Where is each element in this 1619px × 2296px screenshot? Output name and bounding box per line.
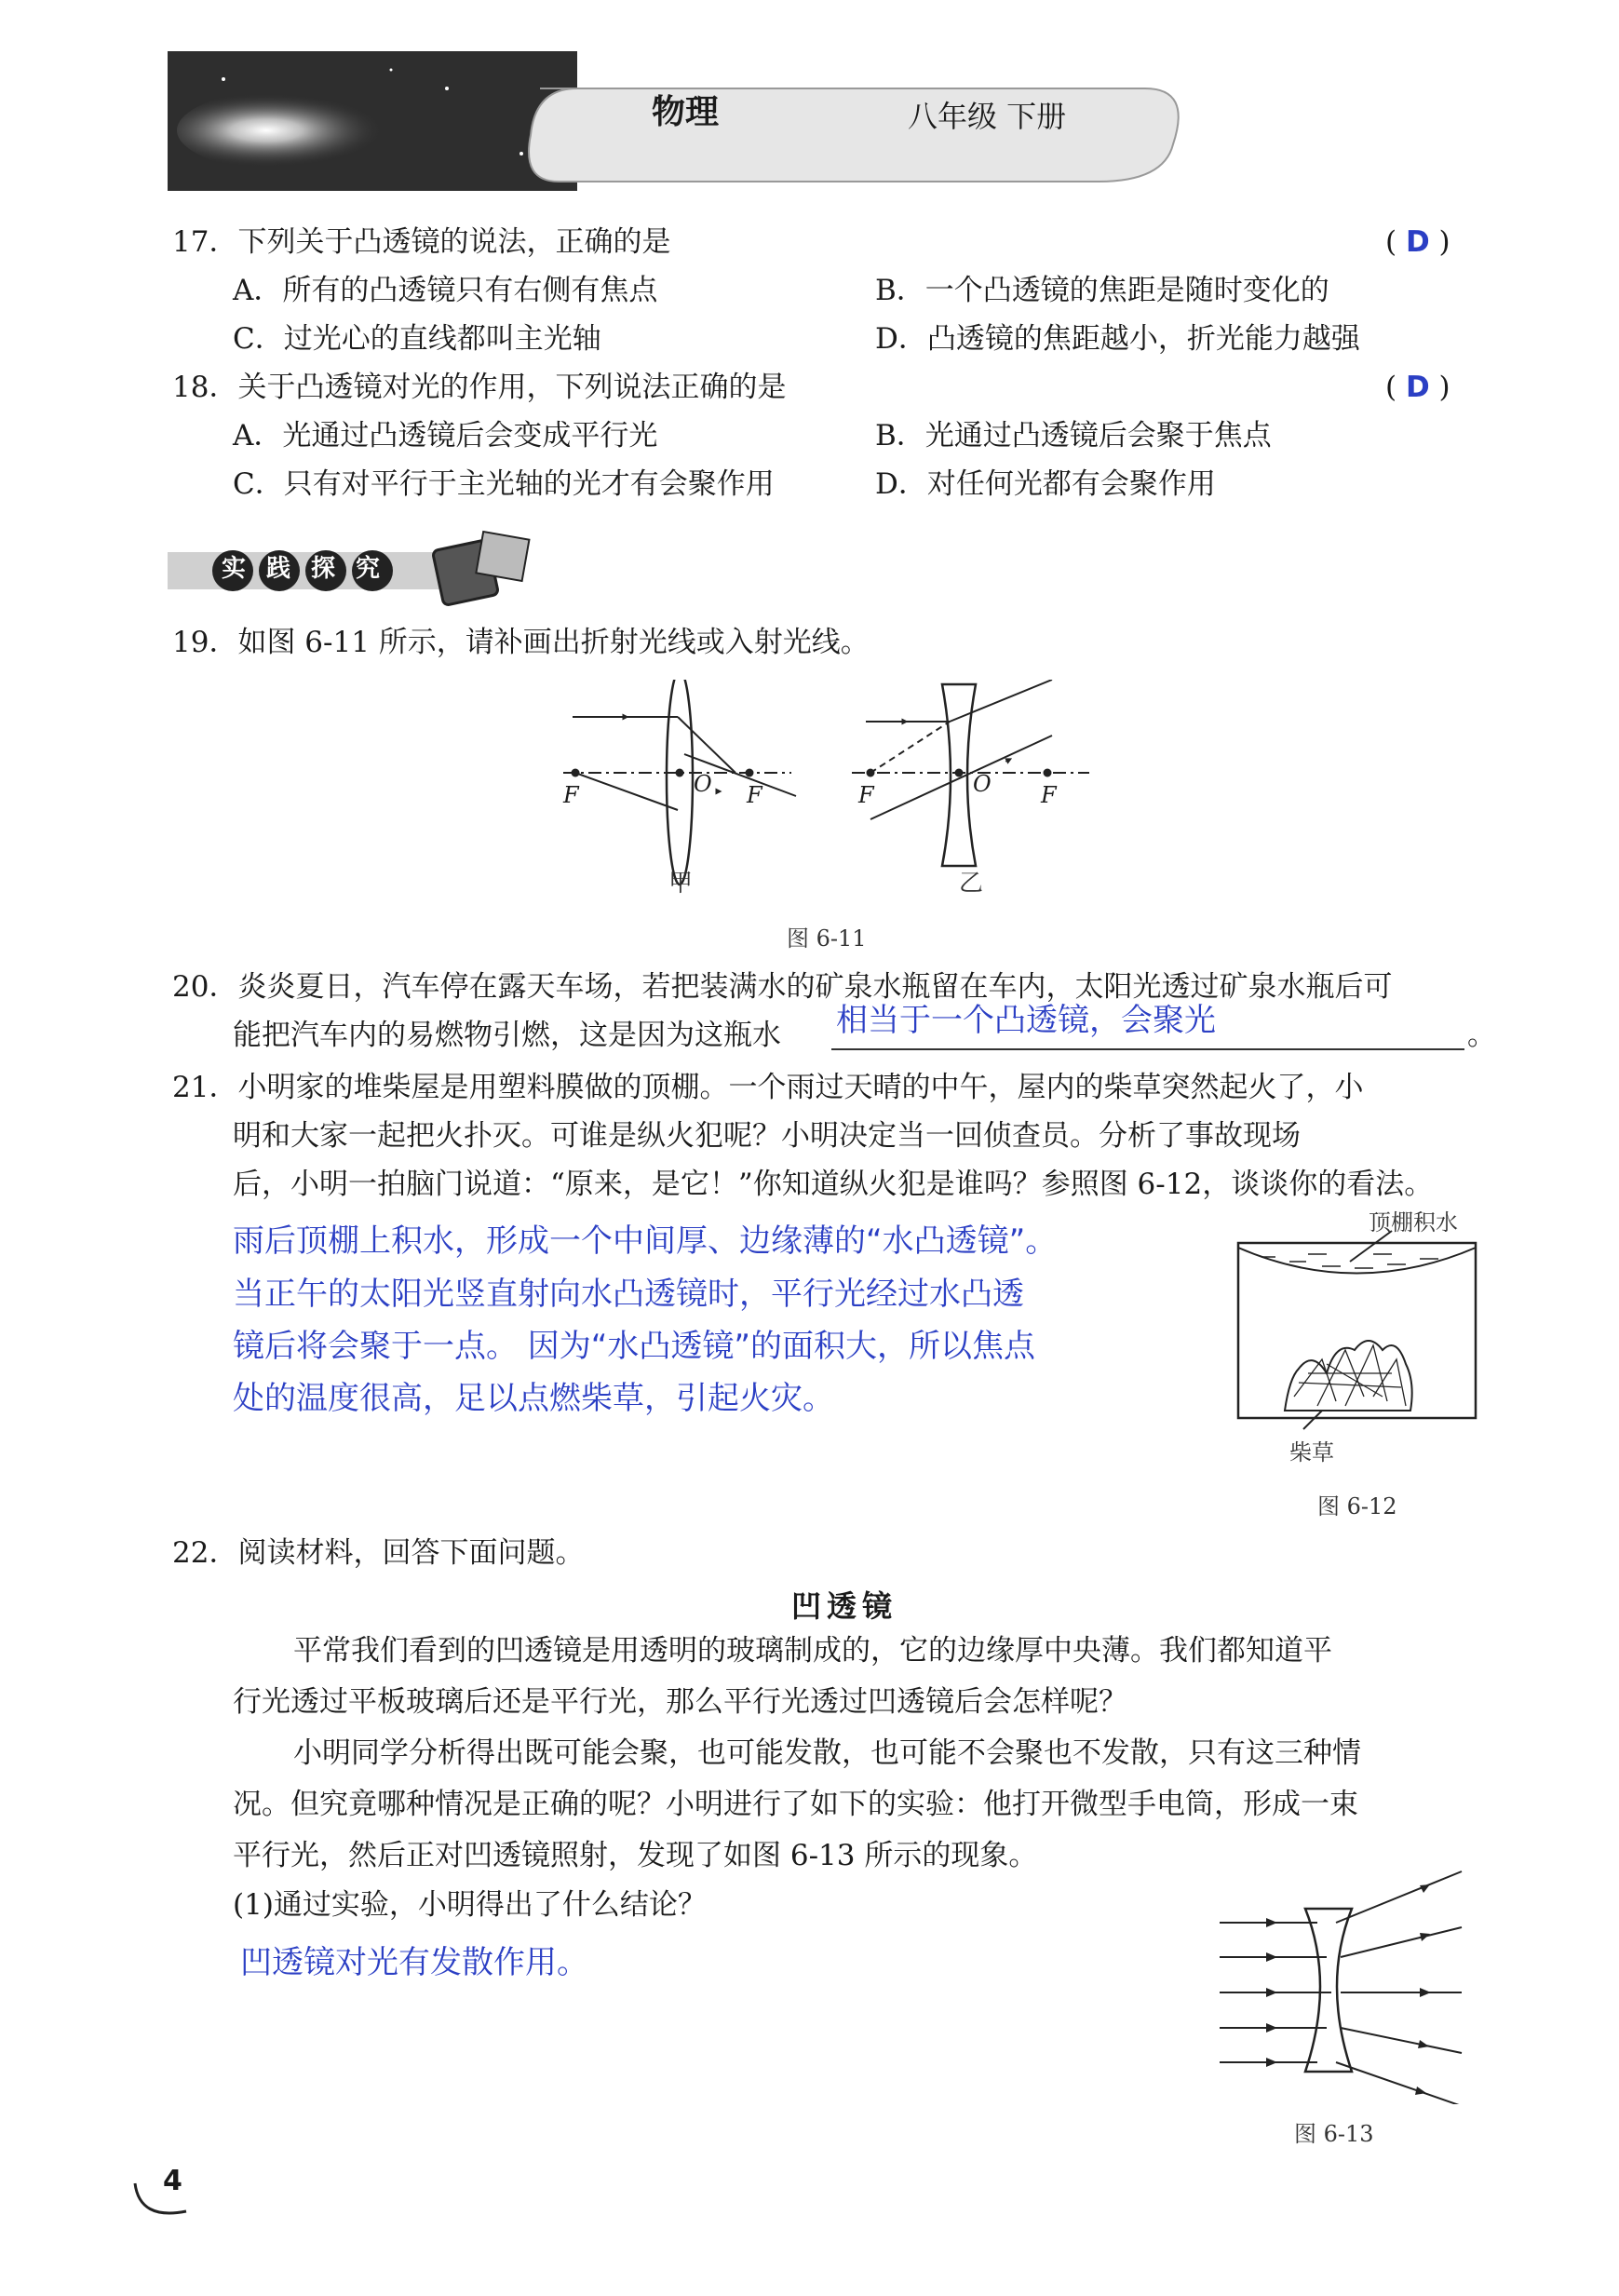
fig11a-label-f2: F: [747, 782, 762, 808]
q20-end: 。: [1467, 1019, 1496, 1052]
q22-para-line-4: 况。但究竟哪种情况是正确的呢？小明进行了如下的实验：他打开微型手电筒，形成一束: [233, 1788, 1358, 1821]
fig11-sublabel-a: 甲: [668, 870, 694, 898]
q21-line2: 明和大家一起把火扑灭。可谁是纵火犯呢？小明决定当一回侦查员。分析了事故现场: [233, 1119, 1301, 1153]
q21-answer-line-4: 处的温度很高，足以点燃柴草，引起火灾。: [233, 1380, 834, 1417]
q18-option-c: C．只有对平行于主光轴的光才有会聚作用: [233, 467, 775, 501]
q22-stem: 22．阅读材料，回答下面问题。: [172, 1536, 585, 1570]
q20-line1: 20．炎炎夏日，汽车停在露天车场，若把装满水的矿泉水瓶留在车内，太阳光透过矿泉水瓶后可: [172, 970, 1393, 1004]
q17-option-b: B．一个凸透镜的焦距是随时变化的: [875, 274, 1329, 307]
q18-option-b: B．光通过凸透镜后会聚于焦点: [875, 419, 1272, 452]
q22-reading-title: 凹透镜: [791, 1588, 898, 1624]
fig11-caption: 图 6-11: [787, 925, 867, 952]
figure-6-13: [1210, 1853, 1471, 2104]
q18-answer: D: [1405, 371, 1430, 404]
q20-answer-blank: [831, 1004, 1464, 1050]
q19-stem: 19．如图 6-11 所示，请补画出折射光线或入射光线。: [172, 626, 870, 659]
q21-line1: 21．小明家的堆柴屋是用塑料膜做的顶棚。一个雨过天晴的中午，屋内的柴草突然起火了，小: [172, 1071, 1364, 1104]
q17-option-c: C．过光心的直线都叫主光轴: [233, 322, 601, 356]
page-number: 4: [163, 2165, 182, 2197]
q20-line2: 能把汽车内的易燃物引燃，这是因为这瓶水: [233, 1019, 781, 1052]
q21-answer-line-3: 镜后将会聚于一点。 因为“水凸透镜”的面积大，所以焦点: [233, 1328, 1036, 1365]
fig11b-label-o: O: [973, 771, 992, 797]
header-grade: 八年级 下册: [908, 99, 1067, 134]
figure-6-11: [549, 680, 1108, 912]
q22-sub1: (1)通过实验，小明得出了什么结论？: [233, 1888, 707, 1922]
q22-para-line-2: 行光透过平板玻璃后还是平行光，那么平行光透过凹透镜后会怎样呢？: [233, 1685, 1127, 1719]
fig11b-label-f2: F: [1041, 782, 1057, 808]
q21-answer-line-2: 当正午的太阳光竖直射向水凸透镜时，平行光经过水凸透: [233, 1276, 1024, 1313]
q22-para-line-3: 小明同学分析得出既可能会聚，也可能发散，也可能不会聚也不发散，只有这三种情: [293, 1736, 1361, 1770]
q20-answer: 相当于一个凸透镜，会聚光: [836, 1002, 1216, 1039]
fig12-caption: 图 6-12: [1317, 1493, 1397, 1519]
q17-answer: D: [1405, 225, 1430, 259]
q18-answer-box: ( D ): [1385, 371, 1450, 404]
fig12-label-straw: 柴草: [1289, 1439, 1334, 1465]
fig11a-label-o: O: [694, 771, 712, 797]
q18-option-a: A．光通过凸透镜后会变成平行光: [233, 419, 658, 452]
fig11b-label-f1: F: [858, 782, 874, 808]
q18-stem: 18．关于凸透镜对光的作用，下列说法正确的是: [172, 371, 787, 404]
q22-para-line-1: 平常我们看到的凹透镜是用透明的玻璃制成的，它的边缘厚中央薄。我们都知道平: [293, 1634, 1332, 1668]
q18-option-d: D．对任何光都有会聚作用: [875, 467, 1216, 501]
q17-stem: 17．下列关于凸透镜的说法，正确的是: [172, 225, 671, 259]
q17-option-d: D．凸透镜的焦距越小，折光能力越强: [875, 322, 1360, 356]
q17-option-a: A．所有的凸透镜只有右侧有焦点: [233, 274, 658, 307]
q21-line3: 后，小明一拍脑门说道：“原来，是它！”你知道纵火犯是谁吗？参照图 6-12，谈谈你的看法。: [233, 1168, 1434, 1201]
fig11-sublabel-b: 乙: [959, 870, 984, 898]
q17-answer-box: ( D ): [1385, 225, 1450, 259]
section-title: 实践探究: [222, 555, 401, 583]
fig12-label-roof: 顶棚积水: [1369, 1209, 1458, 1236]
header-subject: 物理: [652, 93, 720, 131]
fig11a-label-f1: F: [563, 782, 579, 808]
q22-answer1: 凹透镜对光有发散作用。: [240, 1944, 588, 1981]
q21-answer-line-1: 雨后顶棚上积水，形成一个中间厚、边缘薄的“水凸透镜”。: [233, 1222, 1058, 1260]
fig13-caption: 图 6-13: [1294, 2121, 1374, 2147]
q22-para-line-5: 平行光，然后正对凹透镜照射，发现了如图 6-13 所示的现象。: [233, 1839, 1038, 1872]
figure-6-12: [1234, 1210, 1485, 1480]
concave-lens-diagram: [852, 680, 1089, 866]
